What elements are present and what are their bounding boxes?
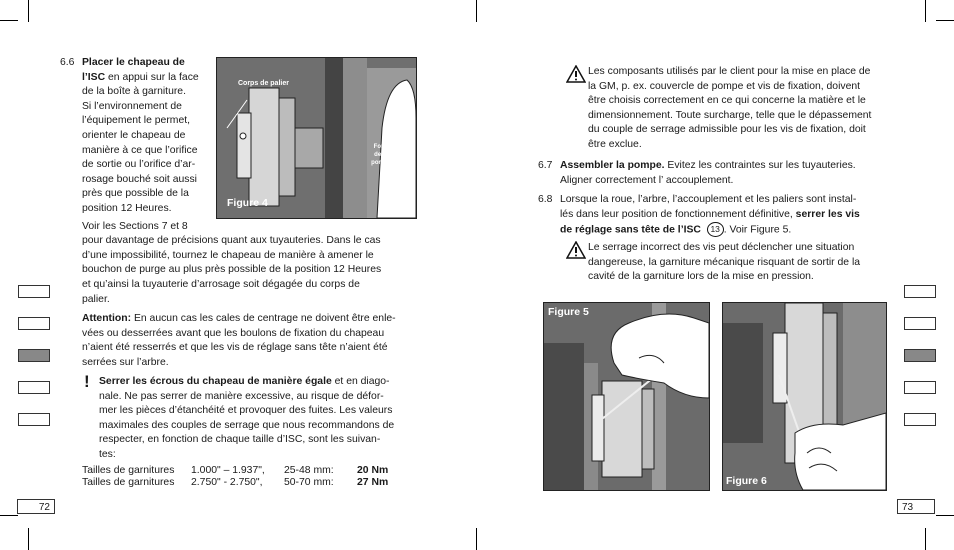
figure-6-illustration [722,302,887,491]
section-6-7: Assembler la pompe. Evitez les contraintes sur les tuyauteries. Aligner correctement l’ accouplement. [560,160,856,186]
page-number-right: 73 [897,499,935,514]
callout-corps-de-palier: Corps de palier [238,80,289,87]
chapter-tab[interactable] [18,285,50,298]
chapter-tab[interactable] [18,413,50,426]
attention-paragraph: Attention: En aucun cas les cales de centrage ne doivent être enle- vées ou desserrées avant que les boulons de fixation du chapeau n’aient été resserrés et que les vis de réglage sans tête n’aient été serrées sur l’arbre. [82,313,396,368]
figure-4-illustration [216,57,417,219]
chapter-tab[interactable] [904,317,936,330]
crop-mark [476,528,477,550]
section-number-6-7: 6.7 [538,160,553,171]
crop-mark [936,515,954,516]
exclamation-icon: ! [84,372,90,391]
chapter-tab-active[interactable] [904,349,936,362]
reference-number-13: 13 [707,222,724,237]
tighten-paragraph: Serrer les écrous du chapeau de manière égale et en diago- nale. Ne pas serrer de manière excessive, au risque de défor- mer les pièces d’étanchéité et provoquer des fuites. Les valeurs maximales des couples de serrage que nous recommandons de respecter, en fonction de chaque taille d’ISC, sont les suivan- tes: [99,376,395,460]
section-number-6-8: 6.8 [538,194,553,205]
figure-6-label: Figure 6 [726,475,767,487]
crop-mark [28,0,29,22]
warning-paragraph-1: Les composants utilisés par le client pour la mise en place de la GM, p. ex. couvercle de pompe et vis de fixation, doivent être choisis correctement en ce qui concerne la matière et le dimensionnement. Toute surcharge, telle que le dépassement du couple de serrage admissible pour les vis de fixation, doit être exclue. [588,66,872,150]
warning-triangle-icon [566,65,586,86]
crop-mark [925,0,926,22]
chapter-tab[interactable] [904,413,936,426]
callout-fond-de-la-pompe: Fond de la pompe [371,144,391,166]
figure-5-label: Figure 5 [548,306,589,318]
warning-triangle-icon [566,241,586,262]
crop-mark [28,528,29,550]
chapter-tab[interactable] [904,285,936,298]
figure-5-illustration [543,302,710,491]
figure-4-label: Figure 4 [227,197,268,209]
crop-mark [476,0,477,22]
crop-mark [0,20,18,21]
chapter-tab-active[interactable] [18,349,50,362]
chapter-tab[interactable] [18,381,50,394]
crop-mark [925,528,926,550]
section-6-8: Lorsque la roue, l’arbre, l’accouplement et les paliers sont instal- lés dans leur position de fonctionnement définitive, serrer les vis de réglage sans tête de l’ISC 13 . Voir Figure 5. [560,194,860,236]
warning-paragraph-2: Le serrage incorrect des vis peut déclencher une situation dangereuse, la garniture mécanique risquant de sortir de la cavité de la garniture lors de la mise en pression. [588,242,861,283]
section-6-6-narrow: Placer le chapeau de l’ISC en appui sur la face de la boîte à garniture. Si l’environnement de l’équipement le permet, orienter le chapeau de manière à ce que l’orifice de sortie ou l’orifice d’ar- rosage bouché soit aussi près que possible de la position 12 Heures. Voir les Sections 7 et 8 pour davantage de précisions quant aux tuyauteries. Dans le cas d’une impossibilité, tournez le chapeau de manière à amener le bouchon de purge au plus près possible de la position 12 Heures et qu’ainsi la tuyauterie d’arrosage soit dégagée du corps de palier. [82,57,382,305]
section-number-6-6: 6.6 [60,57,75,68]
crop-mark [936,20,954,21]
chapter-tab[interactable] [904,381,936,394]
crop-mark [0,515,18,516]
chapter-tab[interactable] [18,317,50,330]
page-number-left: 72 [17,499,55,514]
